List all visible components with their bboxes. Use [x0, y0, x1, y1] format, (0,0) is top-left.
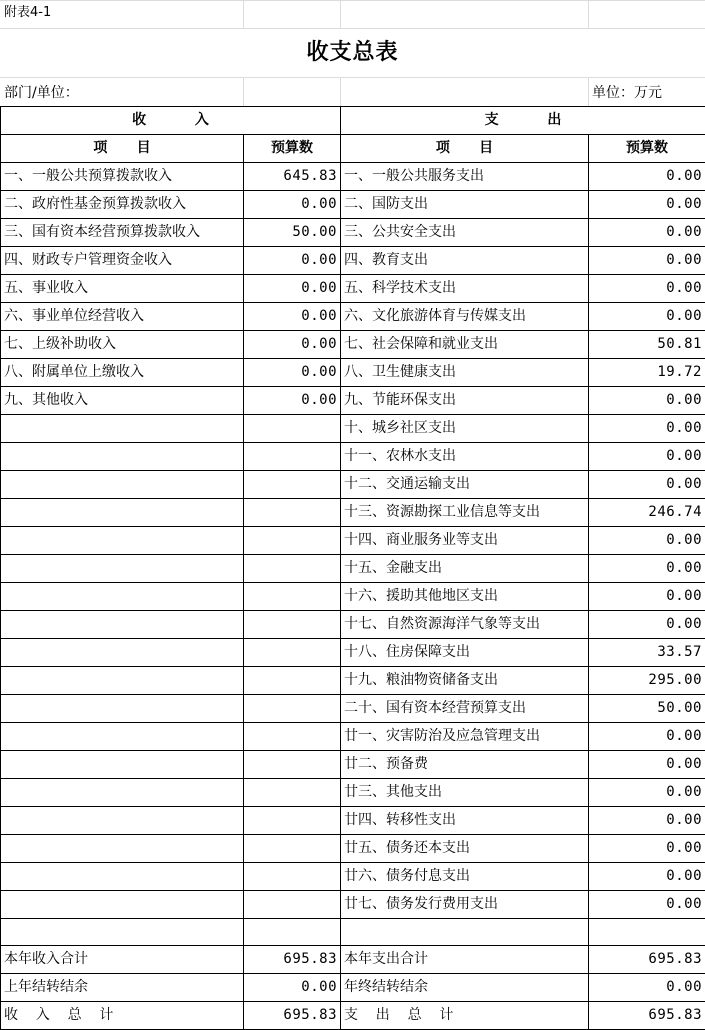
expense-item-cell: 四、教育支出	[341, 247, 589, 275]
expense-item-cell	[341, 919, 589, 946]
income-item-cell	[1, 555, 244, 583]
expense-value-cell: 0.00	[589, 863, 705, 891]
income-value-cell: 0.00	[244, 191, 341, 219]
income-item-cell	[1, 835, 244, 863]
income-value-cell	[244, 415, 341, 443]
expense-item-cell: 七、社会保障和就业支出	[341, 331, 589, 359]
table-row	[1, 863, 705, 891]
expense-section-header: 支 出	[341, 107, 705, 135]
expense-value-cell: 19.72	[589, 359, 705, 387]
expense-item-cell: 十二、交通运输支出	[341, 471, 589, 499]
expense-value-cell: 0.00	[589, 219, 705, 247]
expense-value-cell: 246.74	[589, 499, 705, 527]
income-item-cell	[1, 415, 244, 443]
income-item-cell	[1, 527, 244, 555]
income-item-cell	[1, 583, 244, 611]
table-row	[1, 611, 705, 639]
table-row	[1, 1002, 705, 1030]
income-section-header: 收 入	[1, 107, 341, 135]
income-item-cell: 四、财政专户管理资金收入	[1, 247, 244, 275]
table-row	[1, 527, 705, 555]
income-item-cell	[1, 443, 244, 471]
income-item-cell	[1, 639, 244, 667]
expense-value-cell: 0.00	[589, 974, 705, 1002]
income-value-cell	[244, 723, 341, 751]
expense-value-cell: 50.81	[589, 331, 705, 359]
table-row	[1, 639, 705, 667]
expense-value-cell: 50.00	[589, 695, 705, 723]
section-header-row	[1, 107, 705, 135]
expense-item-cell: 十九、粮油物资储备支出	[341, 667, 589, 695]
table-row	[1, 191, 705, 219]
expense-value-cell: 0.00	[589, 835, 705, 863]
table-row	[1, 583, 705, 611]
table-row	[1, 751, 705, 779]
unit-label: 单位：万元	[592, 85, 662, 101]
expense-value-cell: 0.00	[589, 247, 705, 275]
table-row	[1, 779, 705, 807]
expense-value-cell: 0.00	[589, 527, 705, 555]
income-item-cell	[1, 667, 244, 695]
income-value-cell: 0.00	[244, 303, 341, 331]
income-item-cell: 本年收入合计	[1, 946, 244, 974]
table-row	[1, 919, 705, 946]
expense-budget-header: 预算数	[589, 135, 705, 163]
table-row	[1, 974, 705, 1002]
expense-item-cell: 廿二、预备费	[341, 751, 589, 779]
expense-value-cell: 0.00	[589, 275, 705, 303]
expense-item-cell: 十四、商业服务业等支出	[341, 527, 589, 555]
expense-item-cell: 廿四、转移性支出	[341, 807, 589, 835]
table-row	[1, 219, 705, 247]
table-row	[1, 723, 705, 751]
expense-item-cell: 五、科学技术支出	[341, 275, 589, 303]
income-budget-header: 预算数	[244, 135, 341, 163]
income-item-cell	[1, 779, 244, 807]
expense-item-cell: 二十、国有资本经营预算支出	[341, 695, 589, 723]
income-item-cell	[1, 891, 244, 919]
income-value-cell	[244, 555, 341, 583]
budget-summary-table	[0, 106, 705, 1030]
income-value-cell: 0.00	[244, 247, 341, 275]
expense-value-cell: 0.00	[589, 611, 705, 639]
expense-item-cell: 廿一、灾害防治及应急管理支出	[341, 723, 589, 751]
income-value-cell	[244, 779, 341, 807]
income-value-cell	[244, 583, 341, 611]
income-value-cell	[244, 527, 341, 555]
table-row	[1, 331, 705, 359]
income-item-cell: 收 入 总 计	[1, 1002, 244, 1030]
expense-item-cell: 廿七、债务发行费用支出	[341, 891, 589, 919]
expense-item-cell: 廿三、其他支出	[341, 779, 589, 807]
income-value-cell	[244, 499, 341, 527]
expense-value-cell: 0.00	[589, 555, 705, 583]
income-value-cell: 695.83	[244, 1002, 341, 1030]
table-row	[1, 415, 705, 443]
department-label: 部门/单位：	[4, 85, 79, 101]
expense-item-cell: 年终结转结余	[341, 974, 589, 1002]
expense-value-cell: 0.00	[589, 415, 705, 443]
table-row	[1, 891, 705, 919]
income-value-cell	[244, 443, 341, 471]
expense-item-cell: 本年支出合计	[341, 946, 589, 974]
income-item-cell	[1, 499, 244, 527]
table-row	[1, 807, 705, 835]
expense-item-cell: 廿五、债务还本支出	[341, 835, 589, 863]
expense-item-cell: 十三、资源勘探工业信息等支出	[341, 499, 589, 527]
expense-value-cell	[589, 919, 705, 946]
income-value-cell	[244, 835, 341, 863]
table-row	[1, 695, 705, 723]
income-value-cell	[244, 919, 341, 946]
income-item-cell: 八、附属单位上缴收入	[1, 359, 244, 387]
expense-item-cell: 廿六、债务付息支出	[341, 863, 589, 891]
page-title: 收支总表	[306, 40, 399, 65]
income-item-header: 项 目	[1, 135, 244, 163]
expense-item-cell: 支 出 总 计	[341, 1002, 589, 1030]
table-row	[1, 946, 705, 974]
income-value-cell: 0.00	[244, 359, 341, 387]
income-value-cell	[244, 751, 341, 779]
income-value-cell: 0.00	[244, 387, 341, 415]
expense-value-cell: 695.83	[589, 946, 705, 974]
income-value-cell: 645.83	[244, 163, 341, 191]
income-value-cell: 0.00	[244, 331, 341, 359]
table-row	[1, 667, 705, 695]
income-item-cell	[1, 695, 244, 723]
table-row	[1, 471, 705, 499]
expense-item-header: 项 目	[341, 135, 589, 163]
income-value-cell: 695.83	[244, 946, 341, 974]
table-row	[1, 163, 705, 191]
income-value-cell: 0.00	[244, 974, 341, 1002]
income-item-cell	[1, 807, 244, 835]
income-value-cell	[244, 611, 341, 639]
expense-value-cell: 33.57	[589, 639, 705, 667]
expense-item-cell: 十七、自然资源海洋气象等支出	[341, 611, 589, 639]
income-item-cell	[1, 471, 244, 499]
expense-item-cell: 十八、住房保障支出	[341, 639, 589, 667]
expense-value-cell: 0.00	[589, 891, 705, 919]
expense-item-cell: 八、卫生健康支出	[341, 359, 589, 387]
table-row	[1, 275, 705, 303]
income-item-cell: 六、事业单位经营收入	[1, 303, 244, 331]
income-item-cell: 九、其他收入	[1, 387, 244, 415]
expense-value-cell: 0.00	[589, 387, 705, 415]
attachment-note: 附表4-1	[4, 5, 52, 20]
table-row	[1, 835, 705, 863]
income-value-cell	[244, 639, 341, 667]
income-value-cell	[244, 667, 341, 695]
expense-value-cell: 0.00	[589, 807, 705, 835]
table-row	[1, 303, 705, 331]
income-item-cell	[1, 611, 244, 639]
expense-value-cell: 0.00	[589, 583, 705, 611]
table-row	[1, 359, 705, 387]
income-item-cell	[1, 723, 244, 751]
income-item-cell	[1, 863, 244, 891]
expense-value-cell: 0.00	[589, 191, 705, 219]
expense-value-cell: 0.00	[589, 471, 705, 499]
expense-item-cell: 十五、金融支出	[341, 555, 589, 583]
expense-value-cell: 0.00	[589, 303, 705, 331]
income-value-cell	[244, 891, 341, 919]
expense-value-cell: 0.00	[589, 751, 705, 779]
income-value-cell: 0.00	[244, 275, 341, 303]
expense-value-cell: 0.00	[589, 723, 705, 751]
income-value-cell: 50.00	[244, 219, 341, 247]
expense-item-cell: 十六、援助其他地区支出	[341, 583, 589, 611]
income-value-cell	[244, 807, 341, 835]
income-item-cell: 五、事业收入	[1, 275, 244, 303]
table-row	[1, 555, 705, 583]
expense-item-cell: 三、公共安全支出	[341, 219, 589, 247]
income-item-cell: 上年结转结余	[1, 974, 244, 1002]
expense-value-cell: 695.83	[589, 1002, 705, 1030]
income-item-cell: 三、国有资本经营预算拨款收入	[1, 219, 244, 247]
expense-item-cell: 九、节能环保支出	[341, 387, 589, 415]
income-item-cell	[1, 919, 244, 946]
expense-value-cell: 0.00	[589, 163, 705, 191]
income-value-cell	[244, 863, 341, 891]
income-item-cell: 二、政府性基金预算拨款收入	[1, 191, 244, 219]
income-value-cell	[244, 695, 341, 723]
income-item-cell: 一、一般公共预算拨款收入	[1, 163, 244, 191]
expense-value-cell: 295.00	[589, 667, 705, 695]
table-row	[1, 247, 705, 275]
table-row	[1, 387, 705, 415]
income-item-cell	[1, 751, 244, 779]
column-header-row	[1, 135, 705, 163]
income-item-cell: 七、上级补助收入	[1, 331, 244, 359]
income-value-cell	[244, 471, 341, 499]
expense-item-cell: 十、城乡社区支出	[341, 415, 589, 443]
expense-item-cell: 十一、农林水支出	[341, 443, 589, 471]
expense-item-cell: 六、文化旅游体育与传媒支出	[341, 303, 589, 331]
expense-value-cell: 0.00	[589, 779, 705, 807]
expense-item-cell: 一、一般公共服务支出	[341, 163, 589, 191]
table-row	[1, 443, 705, 471]
expense-item-cell: 二、国防支出	[341, 191, 589, 219]
table-row	[1, 499, 705, 527]
expense-value-cell: 0.00	[589, 443, 705, 471]
